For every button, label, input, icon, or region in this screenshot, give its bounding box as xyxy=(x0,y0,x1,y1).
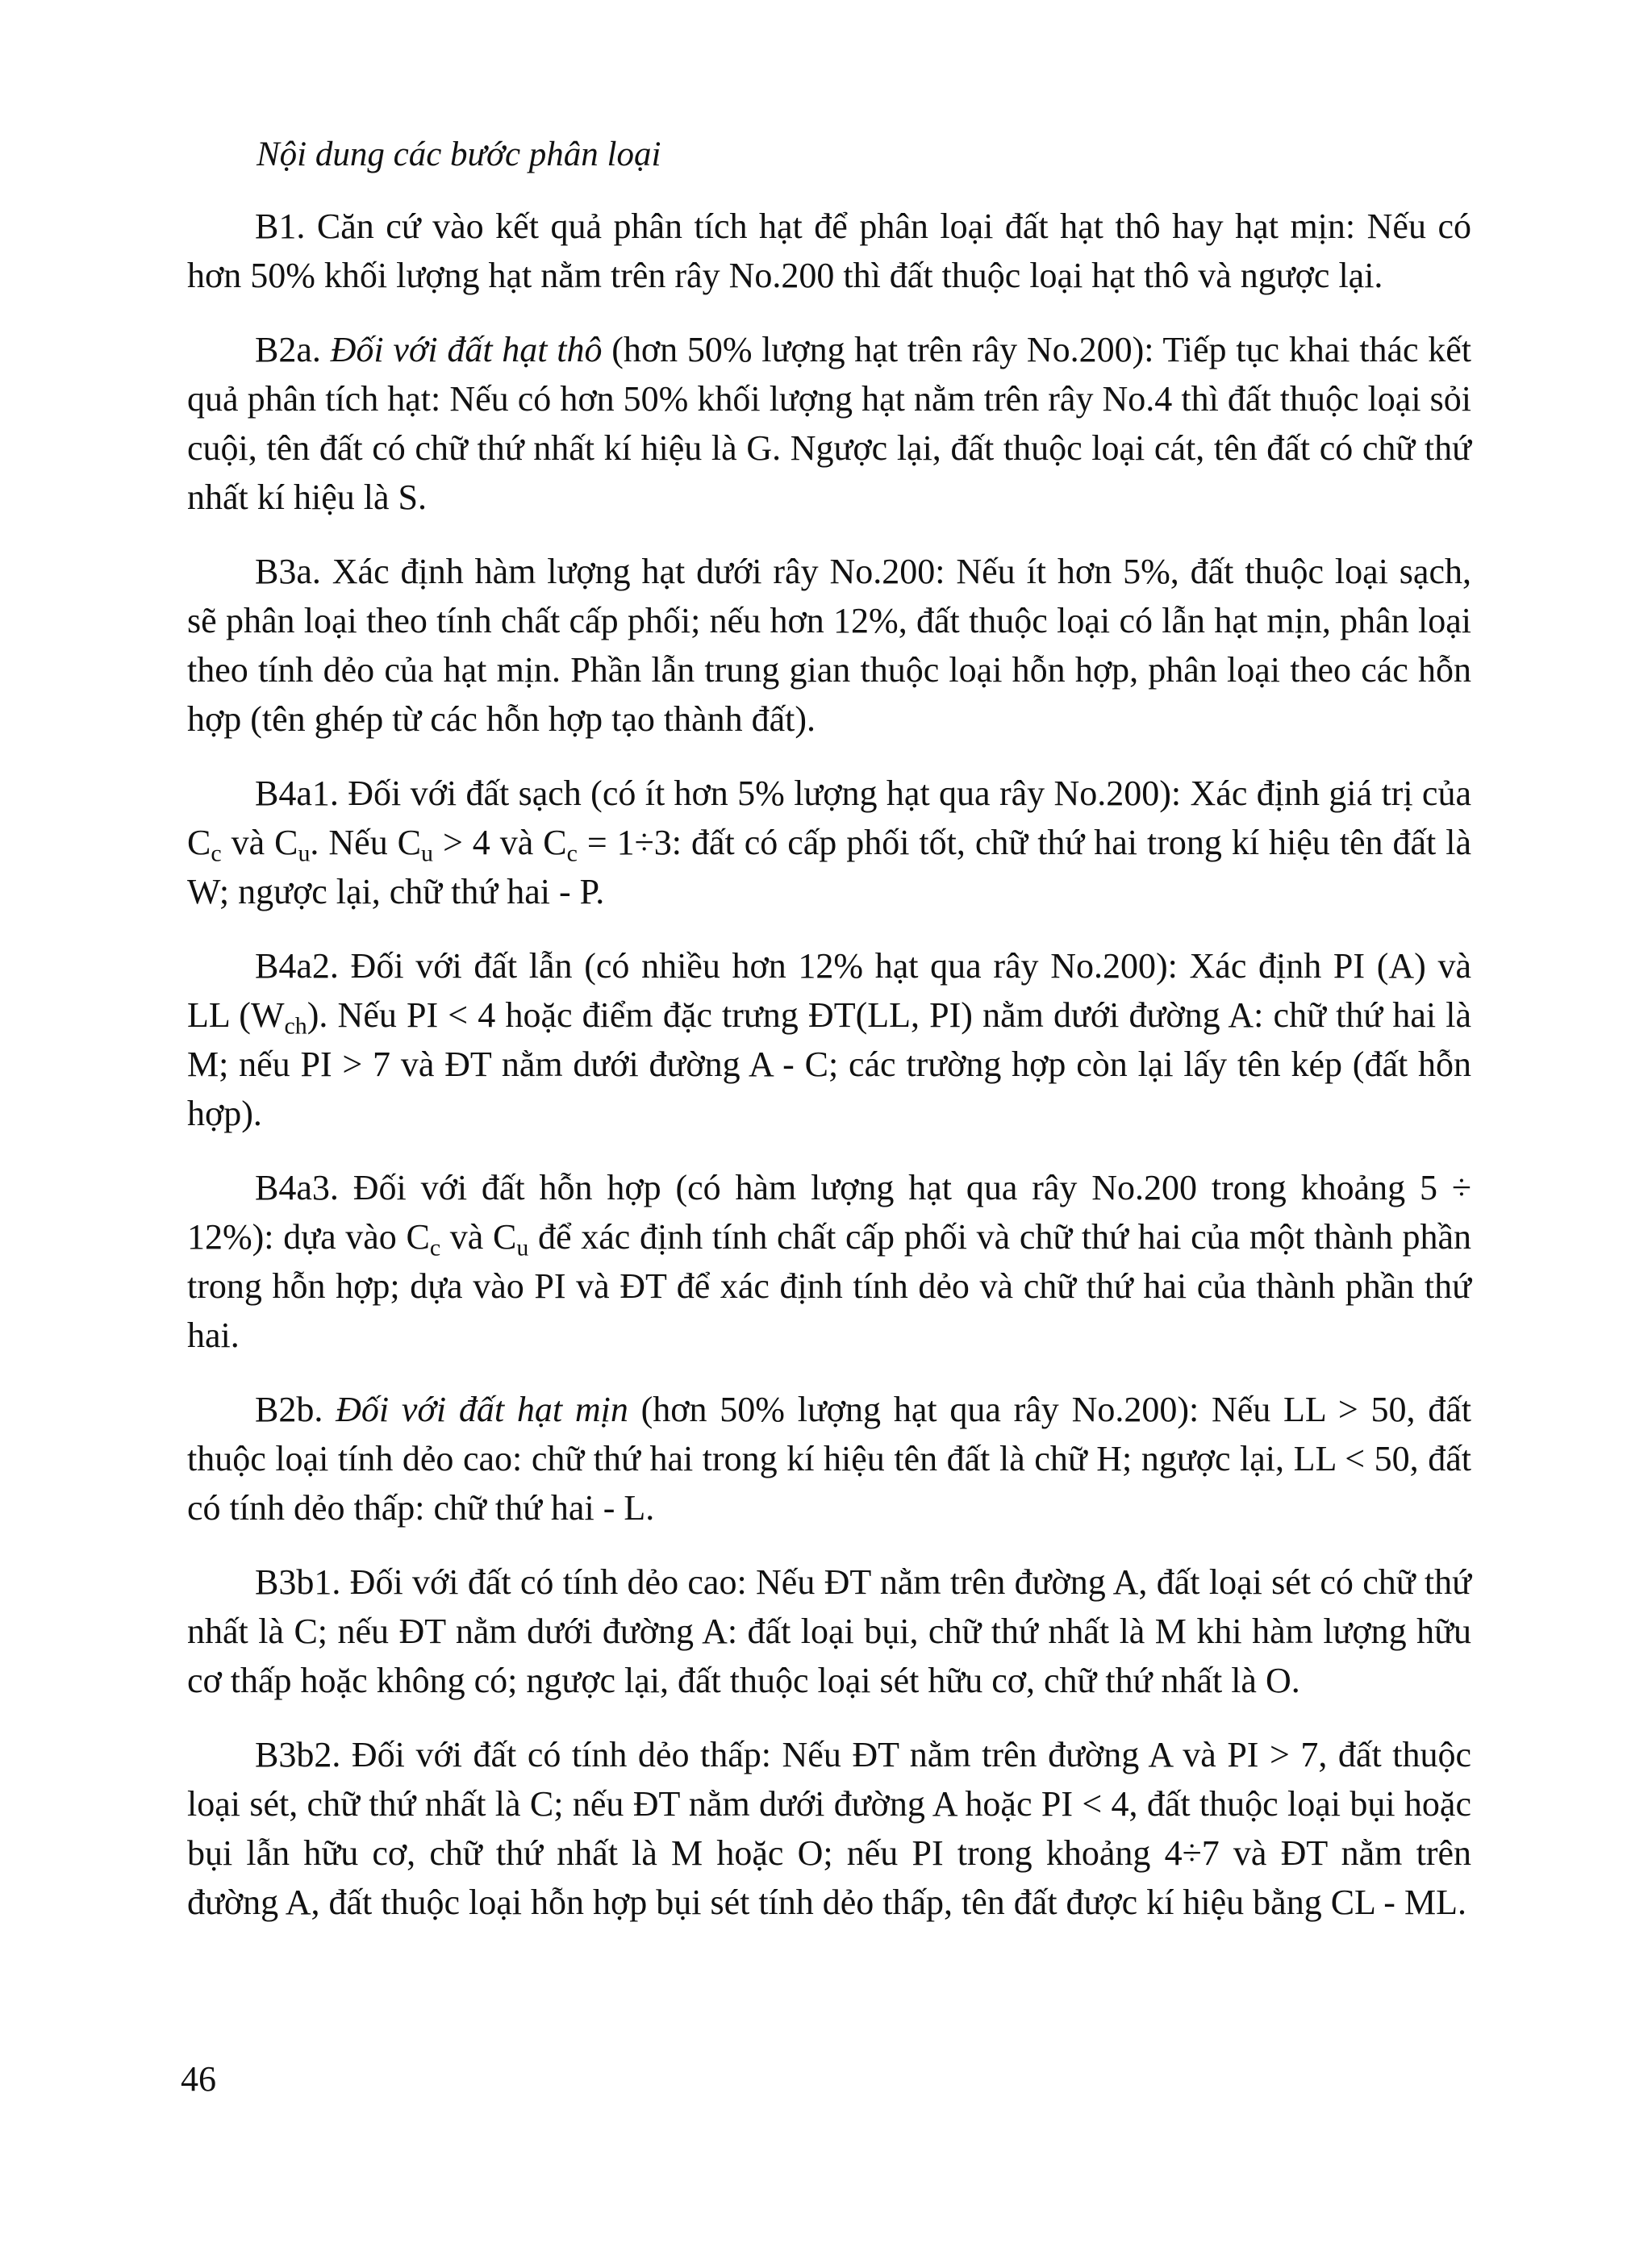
paragraph-b2b-italic: Đối với đất hạt mịn xyxy=(336,1390,628,1429)
section-heading: Nội dung các bước phân loại xyxy=(257,136,661,173)
paragraph-b3b1: B3b1. Đối với đất có tính dẻo cao: Nếu ĐT nằm trên đường A, đất loại sét có chữ thứ nhất là C; nếu ĐT nằm dưới đường A: đất loại bụi, chữ thứ nhất là M khi hàm lượng hữu cơ thấp hoặc không có; ngược lại, đất thuộc loại sét hữu cơ, chữ thứ nhất là O. xyxy=(187,1562,1471,1700)
b4a1-part-5: = 1÷3: đất có cấp phối tốt, chữ thứ hai trong kí hiệu tên đất là W; ngược lại, chữ thứ hai - P. xyxy=(187,823,1471,911)
b4a3-part-1: B4a3. Đối với đất hỗn hợp (có hàm lượng hạt qua rây No.200 trong khoảng 5 ÷ 12%): dựa vào C xyxy=(187,1168,1471,1257)
b4a1-subscript-u-2: u xyxy=(421,840,433,867)
b4a1-subscript-u: u xyxy=(298,840,311,867)
paragraph-b2a-label: B2a. xyxy=(255,330,321,369)
b4a3-part-2: và C xyxy=(440,1217,517,1257)
b4a1-part-4: > 4 và C xyxy=(432,823,567,862)
b4a1-part-1: B4a1. Đối với đất sạch (có ít hơn 5% lượng hạt qua rây No.200): Xác định giá trị của C xyxy=(187,773,1471,862)
b4a1-part-3: . Nếu C xyxy=(310,823,422,862)
paragraph-b2a xyxy=(187,325,1471,522)
b4a1-subscript-c: c xyxy=(211,840,222,867)
b4a2-part-2: ). Nếu PI < 4 hoặc điểm đặc trưng ĐT(LL, PI) nằm dưới đường A: chữ thứ hai là M; nếu PI > 7 và ĐT nằm dưới đường A - C; các trường hợp còn lại lấy tên kép (đất hỗn hợp). xyxy=(187,995,1471,1133)
b4a2-subscript-ch: ch xyxy=(284,1012,307,1040)
page-number: 46 xyxy=(181,2059,216,2099)
b4a1-part-2: và C xyxy=(221,823,298,862)
b4a3-part-3: để xác định tính chất cấp phối và chữ thứ hai của một thành phần trong hỗn hợp; dựa vào PI và ĐT để xác định tính dẻo và chữ thứ hai của thành phần thứ hai. xyxy=(187,1217,1471,1355)
body-text xyxy=(187,202,1471,1952)
paragraph-b3b2: B3b2. Đối với đất có tính dẻo thấp: Nếu ĐT nằm trên đường A và PI > 7, đất thuộc loại sét, chữ thứ nhất là C; nếu ĐT nằm dưới đường A hoặc PI < 4, đất thuộc loại bụi hoặc bụi lẫn hữu cơ, chữ thứ nhất là M hoặc O; nếu PI trong khoảng 4÷7 và ĐT nằm trên đường A, đất thuộc loại hỗn hợp bụi sét tính dẻo thấp, tên đất được kí hiệu bằng CL - ML. xyxy=(187,1735,1471,1922)
paragraph-b2a-text: (hơn 50% lượng hạt trên rây No.200): Tiếp tục khai thác kết quả phân tích hạt: Nếu có hơn 50% khối lượng hạt nằm trên rây No.4 thì đất thuộc loại sỏi cuội, tên đất có chữ thứ nhất kí hiệu là G. Ngược lại, đất thuộc loại cát, tên đất có chữ thứ nhất kí hiệu là S. xyxy=(187,330,1471,517)
paragraph-b2b-label: B2b. xyxy=(255,1390,323,1429)
paragraph-b4a2 xyxy=(187,941,1471,1138)
paragraph-b4a1 xyxy=(187,769,1471,916)
b4a3-subscript-c: c xyxy=(429,1234,441,1261)
b4a2-part-1: B4a2. Đối với đất lẫn (có nhiều hơn 12% hạt qua rây No.200): Xác định PI (A) và LL (W xyxy=(187,946,1471,1035)
paragraph-b3a: B3a. Xác định hàm lượng hạt dưới rây No.200: Nếu ít hơn 5%, đất thuộc loại sạch, sẽ phân loại theo tính chất cấp phối; nếu hơn 12%, đất thuộc loại có lẫn hạt mịn, phân loại theo tính dẻo của hạt mịn. Phần lẫn trung gian thuộc loại hỗn hợp, phân loại theo các hỗn hợp (tên ghép từ các hỗn hợp tạo thành đất). xyxy=(187,552,1471,739)
paragraph-b4a3 xyxy=(187,1163,1471,1360)
paragraph-b2b-text: (hơn 50% lượng hạt qua rây No.200): Nếu LL > 50, đất thuộc loại tính dẻo cao: chữ thứ hai trong kí hiệu tên đất là chữ H; ngược lại, LL < 50, đất có tính dẻo thấp: chữ thứ hai - L. xyxy=(187,1390,1472,1528)
b4a3-subscript-u: u xyxy=(516,1234,529,1261)
paragraph-b2b xyxy=(187,1385,1471,1532)
b4a1-subscript-c-2: c xyxy=(566,840,578,867)
paragraph-b1: B1. Căn cứ vào kết quả phân tích hạt để phân loại đất hạt thô hay hạt mịn: Nếu có hơn 50% khối lượng hạt nằm trên rây No.200 thì đất thuộc loại hạt thô và ngược lại. xyxy=(187,206,1471,295)
paragraph-b2a-italic: Đối với đất hạt thô xyxy=(330,330,603,369)
